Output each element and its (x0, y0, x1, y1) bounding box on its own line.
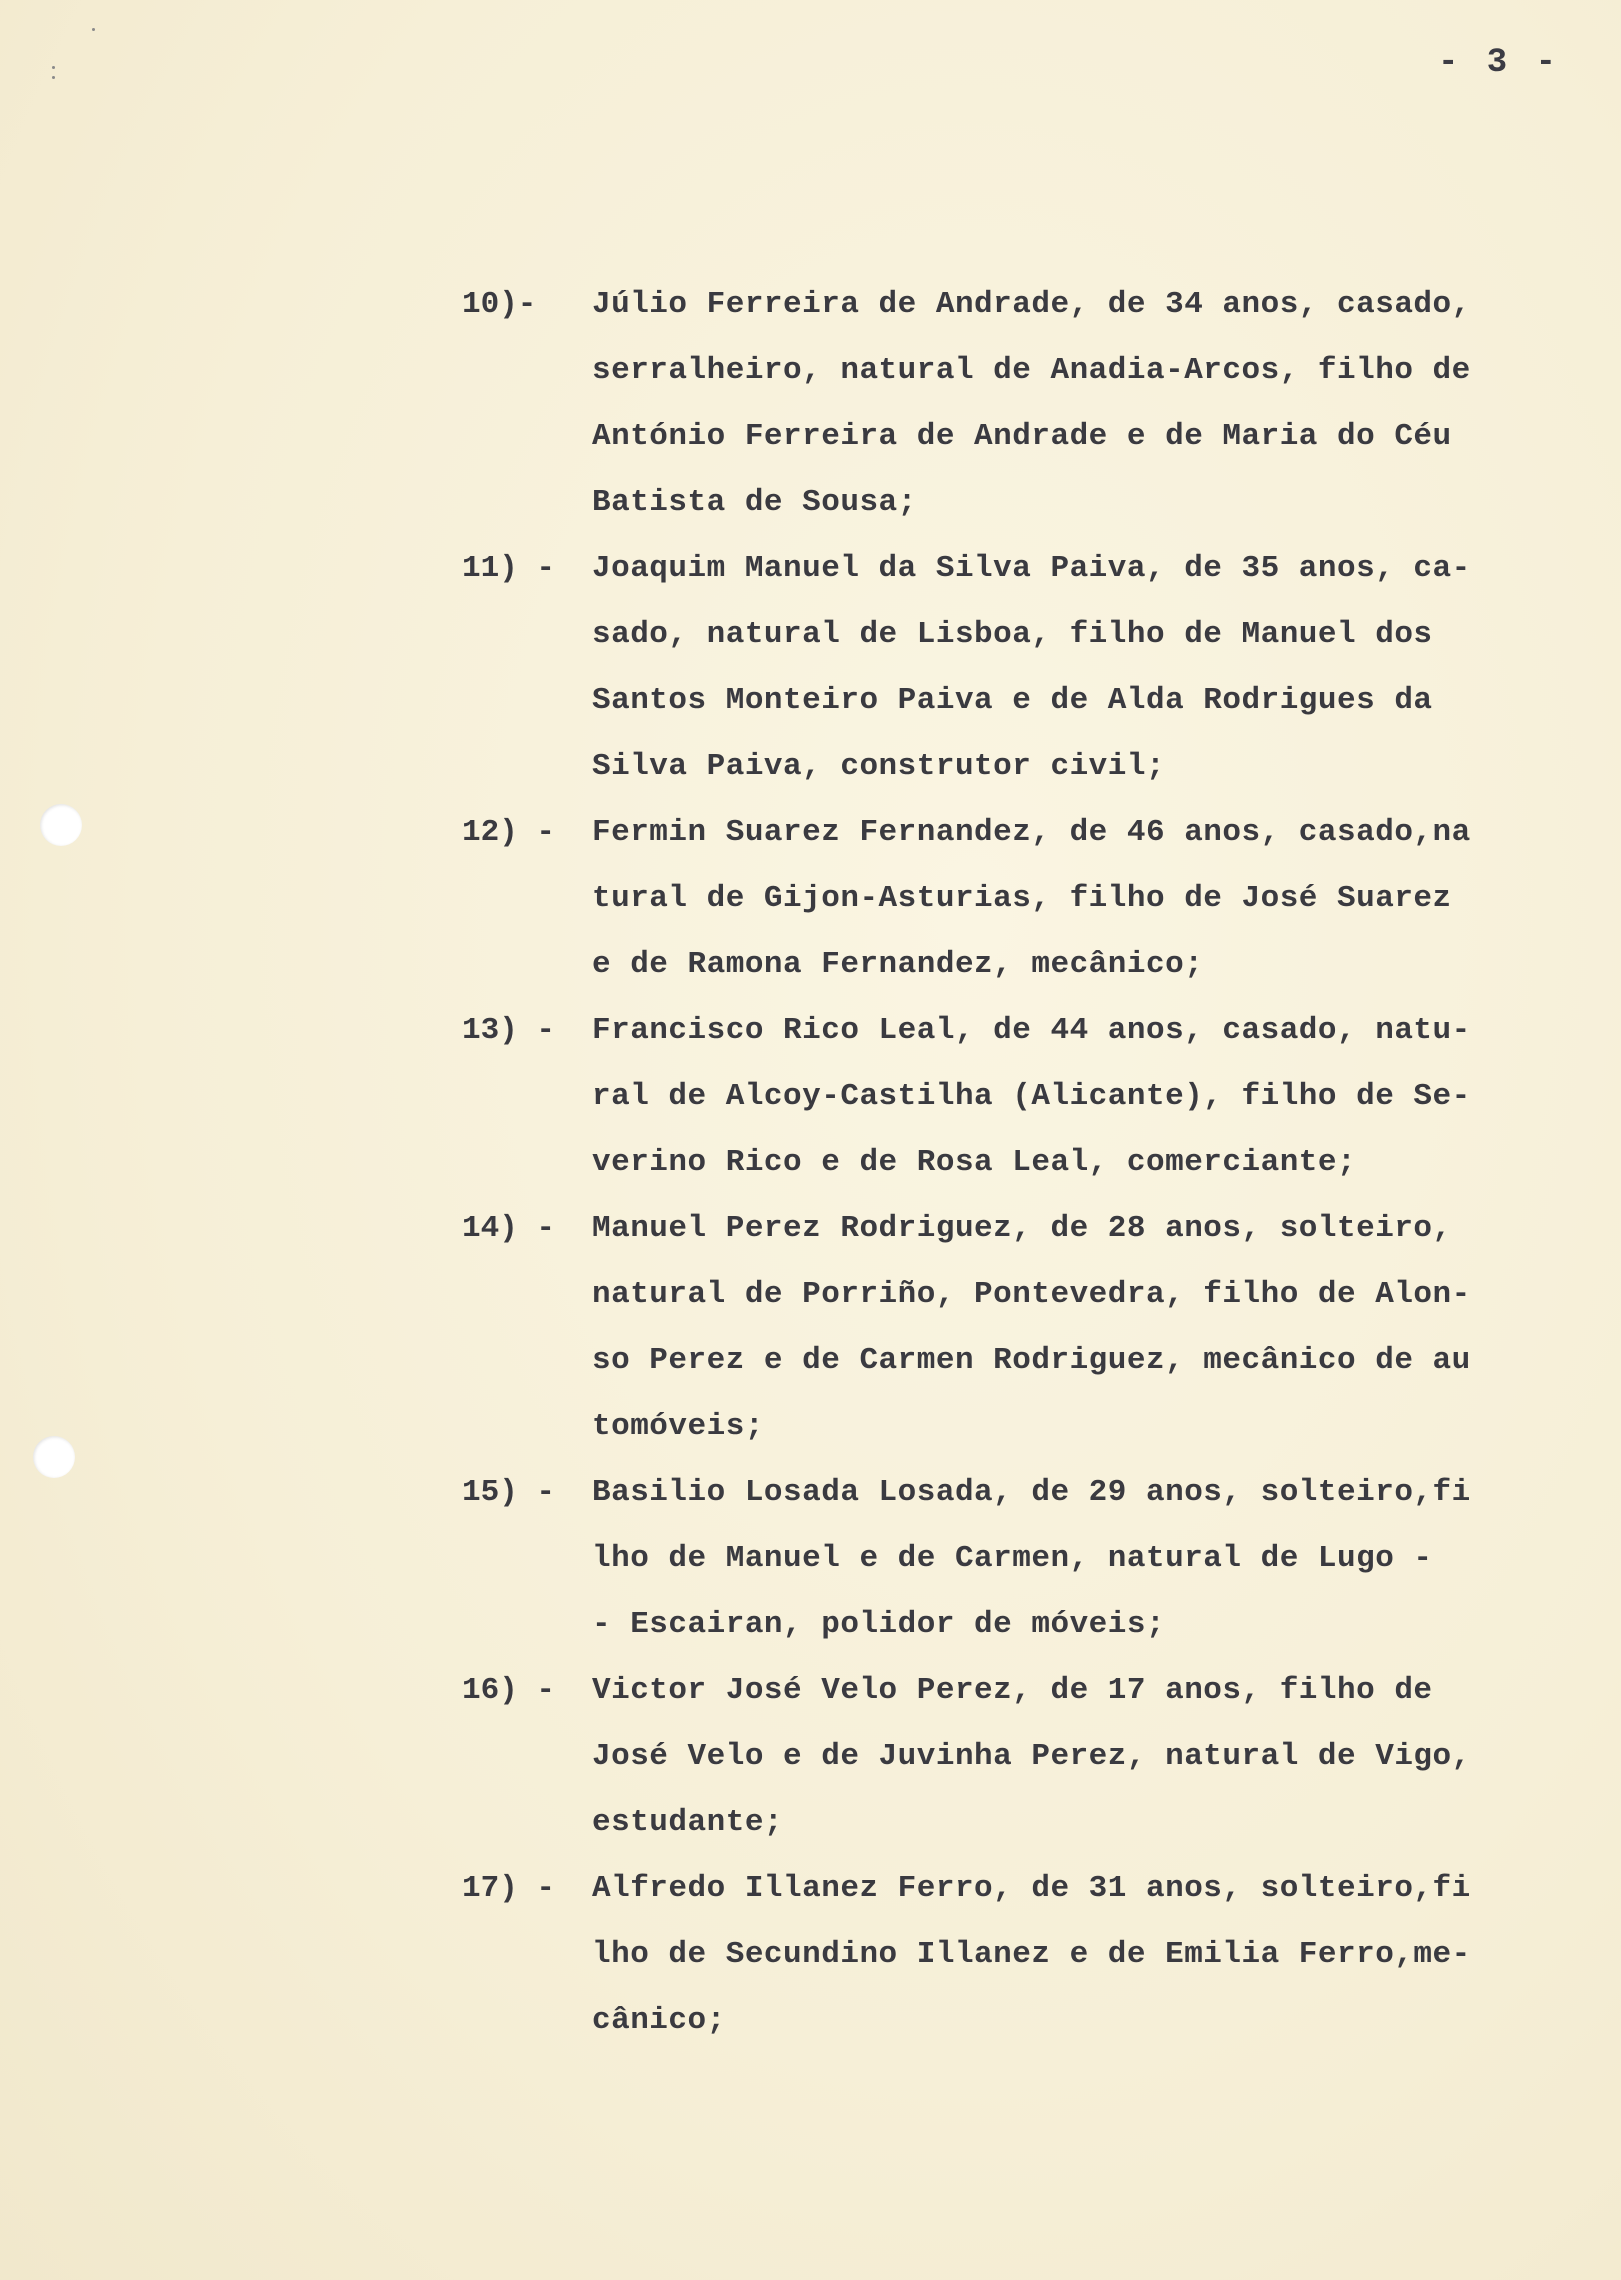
paper-speck (52, 66, 55, 69)
list-item (462, 1658, 1562, 1856)
entry-number: 10)- (462, 287, 537, 322)
list-item (462, 1460, 1562, 1658)
entry-text: Francisco Rico Leal, de 44 anos, casado, natu- ral de Alcoy-Castilha (Alicante), filho de Se- verino Rico e de Rosa Leal, comerciante; (592, 1013, 1471, 1180)
entry-text: Joaquim Manuel da Silva Paiva, de 35 anos, ca- sado, natural de Lisboa, filho de Manuel dos Santos Monteiro Paiva e de Alda Rodrigues da Silva Paiva, construtor civil; (592, 551, 1471, 784)
punch-hole-top (40, 804, 82, 846)
list-item (462, 536, 1562, 800)
entry-number: 15) - (462, 1475, 556, 1510)
list-item (462, 1856, 1562, 2054)
entry-number: 12) - (462, 815, 556, 850)
page-number: - 3 - (1438, 44, 1561, 82)
paper-speck (52, 76, 55, 79)
entry-text: Alfredo Illanez Ferro, de 31 anos, solteiro,fi lho de Secundino Illanez e de Emilia Ferro,me- cânico; (592, 1871, 1471, 2038)
list-item (462, 800, 1562, 998)
entry-text: Fermin Suarez Fernandez, de 46 anos, casado,na tural de Gijon-Asturias, filho de José Suarez e de Ramona Fernandez, mecânico; (592, 815, 1471, 982)
person-list (462, 272, 1562, 2054)
paper-speck (92, 28, 95, 31)
entry-number: 11) - (462, 551, 556, 586)
list-item (462, 1196, 1562, 1460)
punch-hole-bottom (33, 1436, 75, 1478)
entry-number: 14) - (462, 1211, 556, 1246)
entry-number: 16) - (462, 1673, 556, 1708)
entry-text: Manuel Perez Rodriguez, de 28 anos, solteiro, natural de Porriño, Pontevedra, filho de Alon- so Perez e de Carmen Rodriguez, mecânico de au tomóveis; (592, 1211, 1471, 1444)
entry-text: Victor José Velo Perez, de 17 anos, filho de José Velo e de Juvinha Perez, natural de Vigo, estudante; (592, 1673, 1471, 1840)
entry-number: 17) - (462, 1871, 556, 1906)
entry-number: 13) - (462, 1013, 556, 1048)
list-item (462, 272, 1562, 536)
entry-text: Júlio Ferreira de Andrade, de 34 anos, casado, serralheiro, natural de Anadia-Arcos, filho de António Ferreira de Andrade e de Maria do Céu Batista de Sousa; (592, 287, 1471, 520)
list-item (462, 998, 1562, 1196)
entry-text: Basilio Losada Losada, de 29 anos, solteiro,fi lho de Manuel e de Carmen, natural de Lugo - - Escairan, polidor de móveis; (592, 1475, 1471, 1642)
